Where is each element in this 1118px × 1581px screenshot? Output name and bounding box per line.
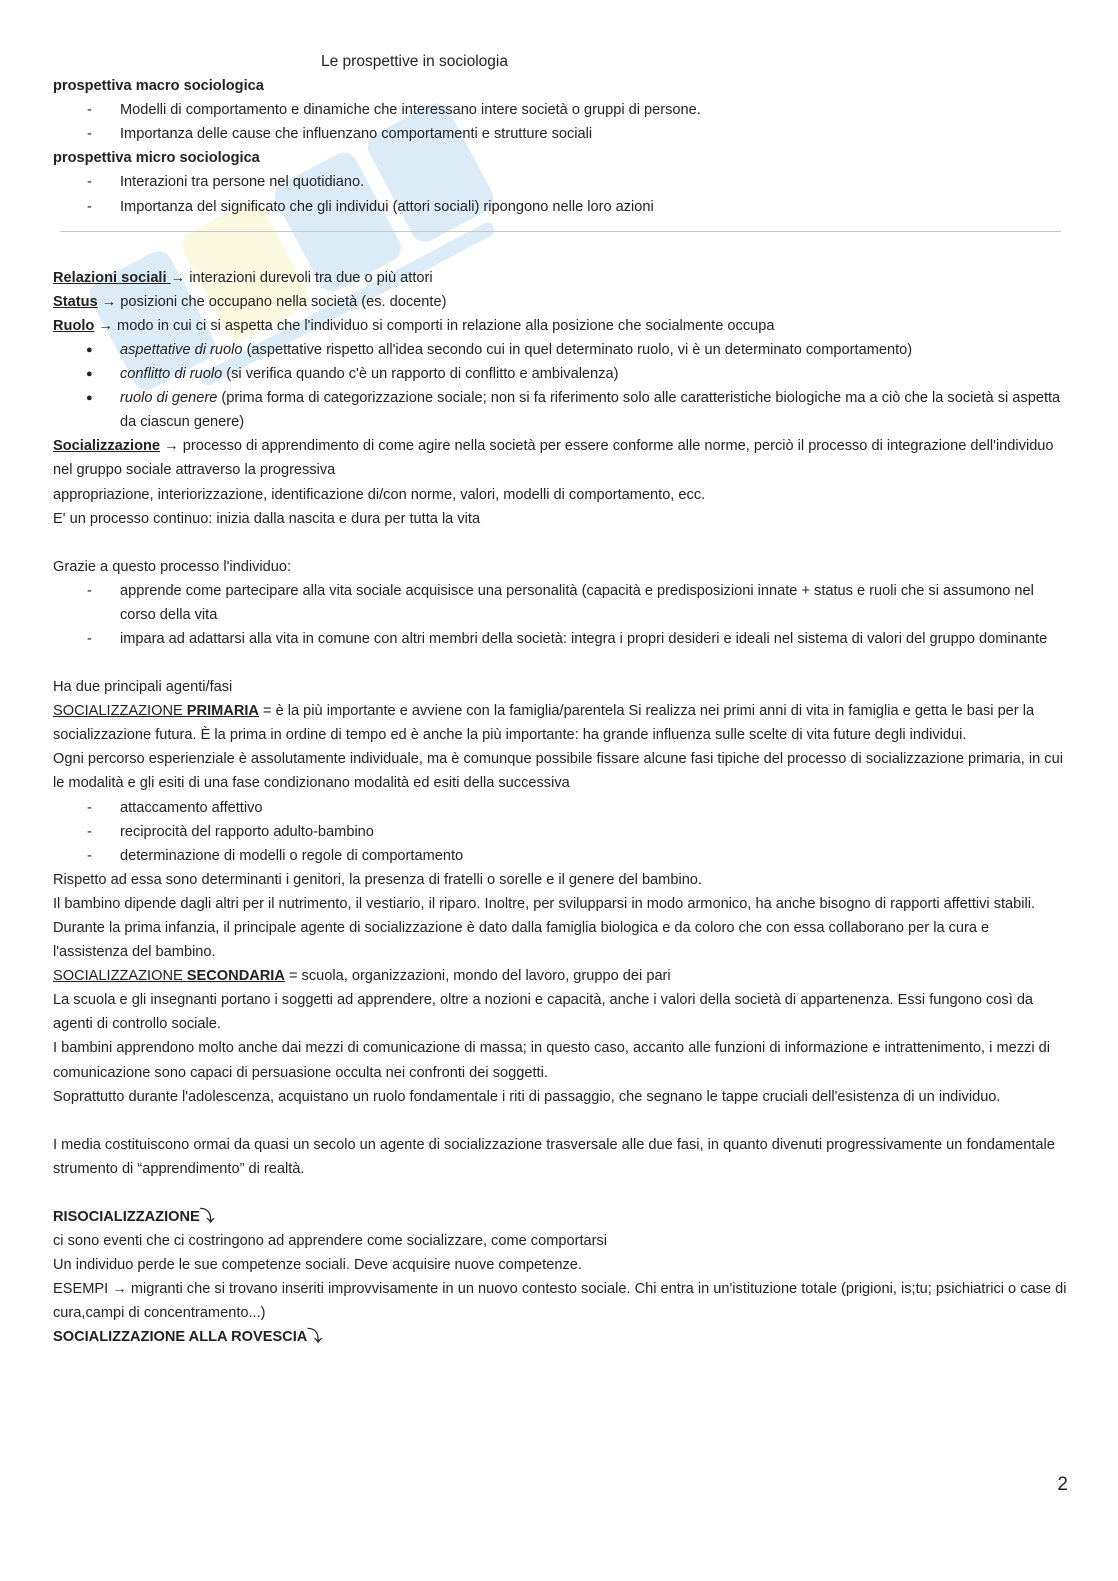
def-relazioni bbox=[53, 266, 1068, 290]
def-text: → posizioni che occupano nella società (es. docente) bbox=[97, 293, 447, 310]
macro-list bbox=[53, 98, 1068, 146]
list-item: - Importanza del significato che gli individui (attori sociali) ripongono nelle loro azioni bbox=[53, 195, 1068, 219]
paragraph: Ogni percorso esperienziale è assolutamente individuale, ma è comunque possibile fissare alcune fasi tipiche del processo di socializzazione primaria, in cui le modalità e gli esiti di una fase condizionano modalità ed esiti della successiva bbox=[53, 751, 1063, 792]
bullet-term: conflitto di ruolo bbox=[120, 366, 223, 383]
paragraph: I media costituiscono ormai da quasi un secolo un agente di socializzazione trasversale alle due fasi, in quanto divenuti progressivamente un fondamentale strumento di “apprendimento” di realtà. bbox=[53, 1136, 1055, 1177]
def-ruolo bbox=[53, 314, 1068, 338]
list-item bbox=[53, 338, 1068, 362]
list-item: - reciprocità del rapporto adulto-bambino bbox=[53, 820, 1068, 844]
list-item: - Importanza delle cause che influenzano comportamenti e strutture sociali bbox=[53, 122, 1068, 146]
risocializzazione-heading: RISOCIALIZZAZIONE⤵ bbox=[53, 1208, 215, 1225]
def-term: Ruolo bbox=[53, 317, 95, 334]
def-term: Socializzazione bbox=[53, 438, 161, 455]
document-page bbox=[53, 50, 1068, 1350]
def-text: → modo in cui ci si aspetta che l'individuo si comporti in relazione alla posizione che socialmente occupa bbox=[94, 317, 775, 334]
def-term: Relazioni sociali bbox=[53, 269, 171, 286]
list-item: - determinazione di modelli o regole di comportamento bbox=[53, 844, 1068, 868]
micro-list bbox=[53, 170, 1068, 218]
paragraph: E' un processo continuo: inizia dalla nascita e dura per tutta la vita bbox=[53, 510, 481, 527]
paragraph: Soprattutto durante l'adolescenza, acquistano un ruolo fondamentale i riti di passaggio, che segnano le tappe cruciali dell'esistenza di un individuo. bbox=[53, 1088, 1001, 1105]
list-item: - Interazioni tra persone nel quotidiano. bbox=[53, 170, 1068, 194]
list-item: - apprende come partecipare alla vita sociale acquisisce una personalità (capacità e predisposizioni innate + status e ruoli che si assumono nel corso della vita bbox=[53, 579, 1068, 627]
primaria-prefix: SOCIALIZZAZIONE bbox=[53, 703, 187, 720]
list-item: - Modelli di comportamento e dinamiche che interessano intere società o gruppi di persone. bbox=[53, 98, 1068, 122]
bullet-text: (aspettative rispetto all'idea secondo cui in quel determinato ruolo, vi è un determinato comportamento) bbox=[242, 341, 913, 358]
paragraph: La scuola e gli insegnanti portano i soggetti ad apprendere, oltre a nozioni e capacità, anche i valori della società di appartenenza. Essi fungono così da agenti di controllo sociale. bbox=[53, 992, 1034, 1033]
list-item bbox=[53, 362, 1068, 386]
paragraph: Durante la prima infanzia, il principale agente di socializzazione è dato dalla famiglia biologica e da coloro che con essa collaborano per la cura e l'assistenza del bambino. bbox=[53, 920, 990, 961]
paragraph: ci sono eventi che ci costringono ad apprendere come socializzare, come comportarsi bbox=[53, 1233, 608, 1250]
list-item: - impara ad adattarsi alla vita in comune con altri membri della società: integra i propri desideri e ideali nel sistema di valori del gruppo dominante bbox=[53, 627, 1068, 651]
ruolo-bullets bbox=[53, 338, 1068, 434]
paragraph: Il bambino dipende dagli altri per il nutrimento, il vestiario, il riparo. Inoltre, per svilupparsi in modo armonico, ha anche bisogno di rapporti affettivi stabili. bbox=[53, 895, 1036, 912]
paragraph: Ha due principali agenti/fasi bbox=[53, 679, 233, 696]
secondaria-text: = scuola, organizzazioni, mondo del lavoro, gruppo dei pari bbox=[284, 968, 671, 985]
primaria-text: = è la più importante e avviene con la famiglia/parentela Si realizza nei primi anni di vita in famiglia e getta le basi per la socializzazione futura. È la prima in ordine di tempo ed è anche la più importante: ha grande influenza sulle scelte di vita future degli individui. bbox=[53, 703, 1035, 744]
page-title: Le prospettive in sociologia bbox=[321, 53, 508, 70]
def-socializzazione bbox=[53, 434, 1068, 482]
def-text: → interazioni durevoli tra due o più attori bbox=[170, 269, 433, 286]
secondaria-word: SECONDARIA bbox=[186, 968, 285, 985]
bullet-term: aspettative di ruolo bbox=[120, 341, 243, 358]
paragraph: I bambini apprendono molto anche dai mezzi di comunicazione di massa; in questo caso, accanto alle funzioni di informazione e intrattenimento, i mezzi di comunicazione sono capaci di persuasione occulta nei confronti dei soggetti. bbox=[53, 1040, 1050, 1081]
list-item bbox=[53, 386, 1068, 434]
secondaria-prefix: SOCIALIZZAZIONE bbox=[53, 968, 187, 985]
list-item: - attaccamento affettivo bbox=[53, 796, 1068, 820]
bullet-term: ruolo di genere bbox=[120, 390, 218, 407]
paragraph: Grazie a questo processo l'individuo: bbox=[53, 558, 292, 575]
paragraph: Rispetto ad essa sono determinanti i genitori, la presenza di fratelli o sorelle e il genere del bambino. bbox=[53, 871, 702, 888]
primaria-paragraph bbox=[53, 699, 1068, 747]
primaria-word: PRIMARIA bbox=[186, 703, 259, 720]
primaria-list bbox=[53, 796, 1068, 868]
def-term: Status bbox=[53, 293, 98, 310]
def-text: → processo di apprendimento di come agire nella società per essere conforme alle norme, perciò il processo di integrazione dell'individuo nel gruppo sociale attraverso la progressiva bbox=[53, 438, 1054, 479]
rovescia-heading: SOCIALIZZAZIONE ALLA ROVESCIA⤵ bbox=[53, 1329, 322, 1346]
def-status bbox=[53, 290, 1068, 314]
divider bbox=[60, 231, 1061, 232]
paragraph: appropriazione, interiorizzazione, identificazione di/con norme, valori, modelli di comportamento, ecc. bbox=[53, 486, 706, 503]
paragraph: Un individuo perde le sue competenze sociali. Deve acquisire nuove competenze. bbox=[53, 1257, 582, 1274]
macro-heading: prospettiva macro sociologica bbox=[53, 78, 264, 95]
bullet-text: (si verifica quando c'è un rapporto di conflitto e ambivalenza) bbox=[222, 366, 619, 383]
secondaria-paragraph bbox=[53, 964, 1068, 988]
micro-heading: prospettiva micro sociologica bbox=[53, 150, 260, 167]
grazie-list bbox=[53, 579, 1068, 651]
bullet-text: (prima forma di categorizzazione sociale; non si fa riferimento solo alle caratteristiche biologiche ma a ciò che la società si aspetta da ciascun genere) bbox=[120, 390, 1061, 431]
paragraph: ESEMPI → migranti che si trovano inseriti improvvisamente in un nuovo contesto sociale. Chi entra in un'istituzione totale (prigioni, is;tu; psichiatrici o case di cura,campi di concentramento...) bbox=[53, 1281, 1067, 1322]
page-number: 2 bbox=[1057, 1474, 1068, 1495]
